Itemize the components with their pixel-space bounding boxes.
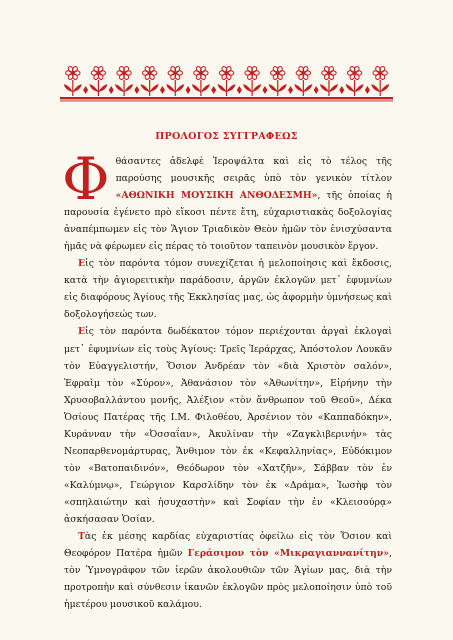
paragraph-4-initial: Τ (78, 531, 85, 543)
flower-motif (243, 66, 267, 96)
paragraph-3 (64, 323, 392, 528)
paragraph-4 (64, 528, 392, 613)
flower-motif (141, 66, 165, 96)
prologue-body (62, 145, 393, 613)
paragraph-4-text-a: ὰς ἐκ μέσης καρδίας εὐχαριστίας ὀφείλω εἰς τὸν Ὅσιον καὶ Θεοφόρον Πατέρα ἡμῶν (64, 531, 392, 560)
flower-motif (64, 66, 88, 96)
paragraph-1-text-a: θάσαντες ἀδελφὲ Ἱεροψάλτα καὶ εἰς τὸ τέλος τῆς παρούσης μουσικῆς σειρᾶς ὑπὸ τὸν γενικὸν τίτλον (115, 156, 392, 185)
page-title: ΠΡΟΛΟΓΟΣ ΣΥΓΓΡΑΦΕΩΣ (155, 131, 298, 142)
flower-motif (192, 66, 216, 96)
saint-name: Γεράσιμον τὸν «Μικραγιαννανίτην» (187, 548, 390, 560)
flower-motif (166, 66, 190, 96)
drop-cap: Φ (62, 145, 110, 213)
flower-motif (269, 66, 293, 96)
flower-motif (346, 66, 370, 96)
flower-motif (294, 66, 318, 96)
flower-motif (218, 66, 242, 96)
flower-motif (320, 66, 344, 96)
flower-motif (371, 66, 389, 96)
paragraph-3-text: ἰς τὸν παρόντα δωδέκατον τόμον περιέχονται ἀργαὶ ἐκλογαὶ μετ᾽ ἐφυμνίων εἰς τοὺς Ἁγίους: Τρεῖς Ἱεράρχας, Ἀπόστολον Λουκᾶν τὸν Εὐαγγελιστήν, Ὅσιον Ἀνδρέαν τὸν «διὰ Χριστὸν σαλόν», Ἐφραὶμ τὸν «Σύρον», Ἀθανάσιον τὸν «Ἀθωνίτην», Εἰρήνην τὴν Χρυσοβαλλάντου μονῆς, Ἀλέξιον «τὸν ἄνθρωπον τοῦ Θεοῦ», Δέκα Ὁσίους Πατέρας τῆς Ι.Μ. Φιλοθέου, Ἀρσένιον τὸν «Καππαδόκην», Κυράνναν τὴν «Ὀσσαΐαν», Ἀκυλίναν τὴν «Ζαγκλιβερινήν» τὰς Νεοπαρθενομάρτυρας, Ἄνθιμον τὸν ἐκ «Κεφαλληνίας», Εὐδόκιμον τὸν «Βατοπαιδινόν», Θεόδωρον τὸν «Χατζῆν», Σάββαν τὸν ἐν «Καλύμνῳ», Γεώργιον Καρσλίδην τὸν ἐκ «Δράμα», Ἰωσὴφ τὸν «σπηλαιώτην καὶ ἡσυχαστὴν» καὶ Σοφίαν τὴν ἐν «Κλεισούρᾳ» ἀσκήσασαν Ὁσίαν. (64, 326, 392, 525)
paragraph-2-text: ἰς τὸν παρόντα τόμον συνεχίζεται ἡ μελοποίησις καὶ ἔκδοσις, κατὰ τὴν ἁγιορειτικὴν παράδοσιν, ἀργῶν ἐκλογῶν μετ᾽ ἐφυμνίων εἰς διαφόρους Ἁγίους τῆς Ἐκκλησίας μας, ὡς ἀφορμὴν ὑμνήσεως καὶ δοξολογήσεώς των. (64, 258, 392, 321)
paragraph-2 (64, 255, 392, 323)
flower-motif (89, 66, 113, 96)
series-title: «ΑΘΩΝΙΚΗ ΜΟΥΣΙΚΗ ΑΝΘΟΔΕΣΜΗ» (115, 190, 318, 202)
paragraph-1 (62, 145, 393, 255)
flower-motif (115, 66, 139, 96)
paragraph-3-initial: Ε (78, 326, 86, 338)
paragraph-1-text-b: , τῆς ὁποίας ἡ παρουσία ἐγένετο πρὸ εἴκοσι πέντε ἔτη, εὐχαριστιακὰς δοξολογίας ἀναπέμπωμεν εἰς τὸν Ἅγιον Τριαδικὸν Θεὸν ἡμῶν τὸν ἐνισχύσαντα ἡμᾶς νὰ φέρωμεν εἰς πέρας τὸ τοιοῦτον ταπεινὸν μουσικὸν ἔργον. (64, 190, 393, 253)
paragraph-4-text-b: , τὸν Ὑμνογράφον τῶν ἱερῶν ἀκολουθιῶν τῶν Ἁγίων μας, διὰ τὴν προτροπὴν καὶ σύνθεσιν ἱκανῶν ἐκλογῶν πρὸς μελοποίησιν ὑπὸ τοῦ ἡμετέρου μουσικοῦ καλάμου. (64, 548, 392, 611)
paragraph-2-initial: Ε (78, 258, 86, 270)
floral-band-icon (60, 62, 393, 102)
